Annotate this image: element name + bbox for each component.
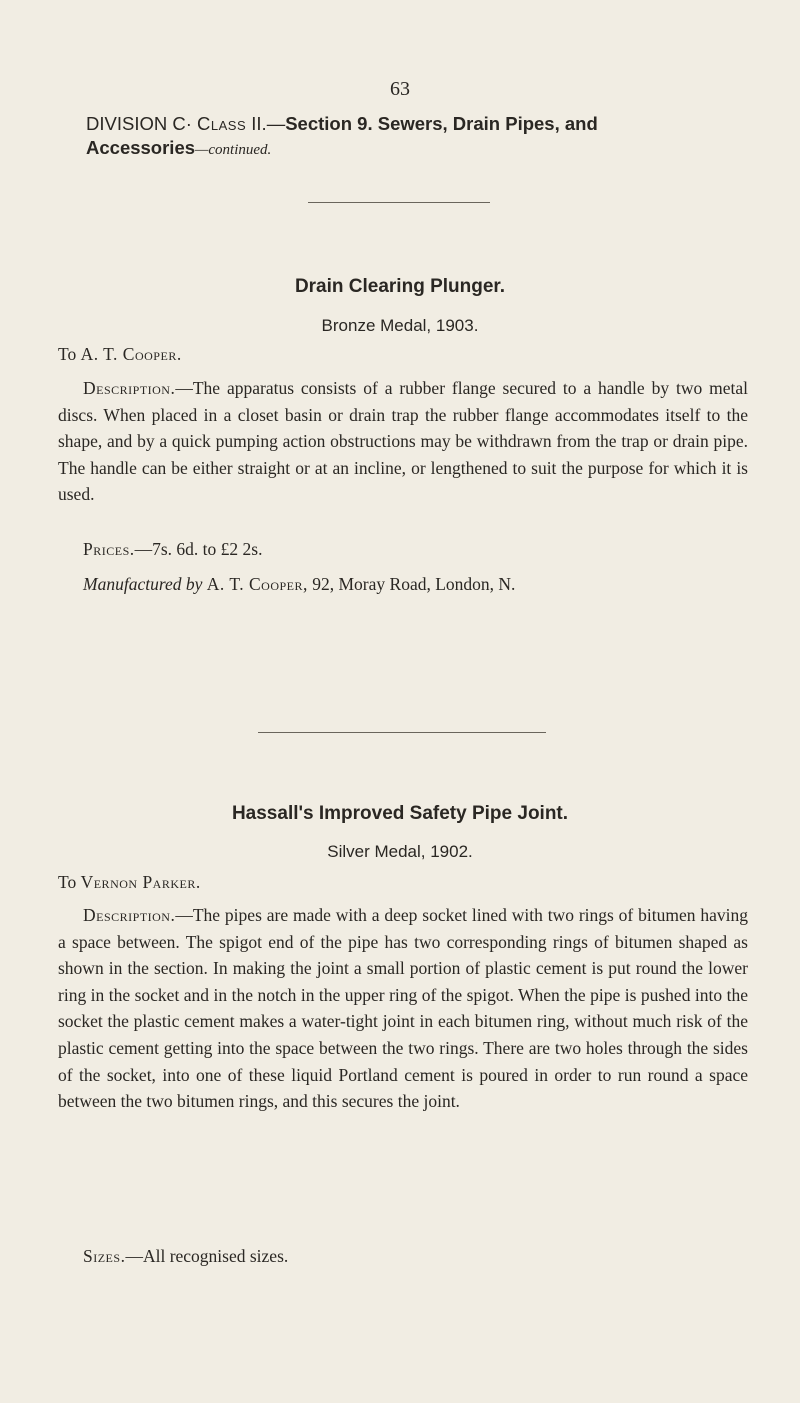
entry1-to-prefix: To [58,344,77,364]
entry2-sizes-text: —All recognised sizes. [125,1246,289,1266]
entry2-medal: Silver Medal, 1902. [327,842,473,861]
entry1-description-label: Description. [83,378,176,398]
entry2-to-prefix: To [58,872,77,892]
division-heading: DIVISION C· Class II.—Section 9. Sewers, Drain Pipes, and Accessories—continued. [86,113,598,158]
entry1-manufacturer-address: 92, Moray Road, London, N. [312,574,516,594]
entry2-description [58,902,748,1115]
entry1-title: Drain Clearing Plunger. [294,276,506,297]
entry1-description [58,375,748,508]
entry1-manufacturer [83,574,515,595]
entry-divider [258,732,546,733]
entry1-manufacturer-name: A. T. Cooper, [206,574,308,594]
entry1-medal: Bronze Medal, 1903. [321,316,479,335]
entry2-sizes [83,1246,288,1267]
section-label: Section 9. Sewers, Drain Pipes, and [285,113,598,134]
entry2-to-name: Vernon Parker. [80,872,201,892]
entry1-description-text: —The apparatus consists of a rubber flange secured to a handle by two metal discs. When placed in a closet basin or drain trap the rubber flange accommodates itself to the shape, and by a quick pumping action obstructions may be withdrawn from the trap or drain pipe. The handle can be either straight or at an incline, or lengthened to suit the purpose for which it is used. [58,378,748,505]
class-number: II.— [246,113,286,134]
section-divider [308,202,490,203]
entry1-prices-label: Prices. [83,539,135,559]
entry2-sizes-label: Sizes. [83,1246,126,1266]
entry1-to-name: A. T. Cooper. [80,344,182,364]
class-label: Class [197,113,247,134]
continued-label: —continued. [195,142,272,158]
entry2-title: Hassall's Improved Safety Pipe Joint. [231,803,569,824]
entry2-description-text: —The pipes are made with a deep socket lined with two rings of bitumen having a space between. The spigot end of the pipe has two corresponding rings of bitumen shaped as shown in the section. In making the joint a small portion of plastic cement is put round the lower ring in the socket and in the notch in the upper ring of the spigot. When the pipe is pushed into the socket the plastic cement makes a water-tight joint in each bitumen ring, without much risk of the plastic cement getting into the space between the two rings. There are two holes through the sides of the socket, into one of these liquid Portland cement is poured in order to run round a space between the two bitumen rings, and this secures the joint. [58,905,748,1112]
entry2-description-label: Description. [83,905,176,925]
entry1-recipient [58,344,182,365]
section-label-2: Accessories [86,137,196,158]
entry1-prices [83,539,262,560]
entry1-manufactured-label: Manufactured by [83,574,203,594]
entry2-recipient [58,872,201,893]
page-number: 63 [390,78,410,100]
entry1-prices-text: —7s. 6d. to £2 2s. [134,539,263,559]
division-label: DIVISION C [86,113,186,134]
